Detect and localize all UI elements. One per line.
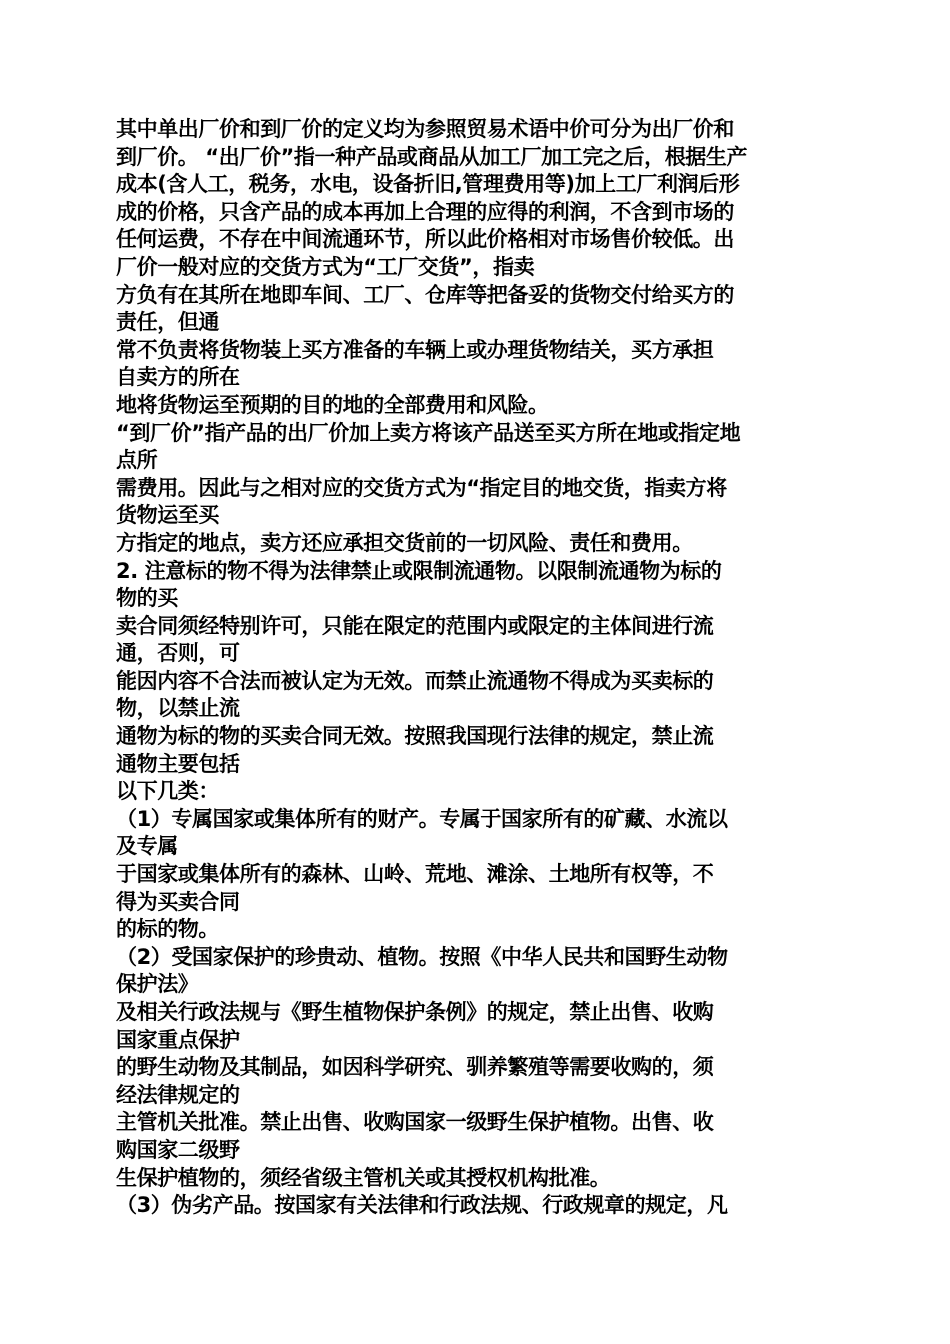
text-line: 货物运至买 (116, 503, 219, 528)
text-line: 保护法》 (116, 972, 199, 997)
text-line: 物，以禁止流 (116, 696, 240, 721)
text-line: 通物为标的物的买卖合同无效。按照我国现行法律的规定，禁止流 (116, 724, 714, 749)
text-line: 及专属 (116, 834, 178, 859)
text-line: 通，否则，可 (116, 641, 240, 666)
text-line: 生保护植物的，须经省级主管机关或其授权机构批准。 (116, 1165, 611, 1190)
text-line: 能因内容不合法而被认定为无效。而禁止流通物不得成为买卖标的 (116, 668, 714, 693)
text-line: 物的买 (116, 586, 178, 611)
text-line: 到厂价。 “出厂价”指一种产品或商品从加工厂加工完之后，根据生产 (116, 144, 748, 169)
text-line: 责任，但通 (116, 310, 219, 335)
text-line: 于国家或集体所有的森林、山岭、荒地、滩涂、土地所有权等，不 (116, 862, 714, 887)
text-line: 得为买卖合同 (116, 889, 240, 914)
text-line: 地将货物运至预期的目的地的全部费用和风险。 (116, 392, 549, 417)
text-line: 的野生动物及其制品，如因科学研究、驯养繁殖等需要收购的，须 (116, 1055, 714, 1080)
text-line: 及相关行政法规与《野生植物保护条例》的规定，禁止出售、收购 (116, 1000, 714, 1024)
text-line: 通物主要包括 (116, 751, 240, 776)
text-line: 成本(含人工，税务，水电，设备折旧,管理费用等)加上工厂利润后形 (116, 172, 740, 197)
text-line: 的标的物。 (116, 917, 219, 942)
text-line: 2. 注意标的物不得为法律禁止或限制流通物。以限制流通物为标的 (116, 558, 722, 583)
text-line: （2）受国家保护的珍贵动、植物。按照《中华人民共和国野生动物 (116, 944, 728, 969)
text-line: 购国家二级野 (116, 1137, 240, 1162)
text-line: 其中单出厂价和到厂价的定义均为参照贸易术语中价可分为出厂价和 (116, 117, 734, 141)
text-line: 点所 (116, 448, 158, 473)
text-line: 方负有在其所在地即车间、工厂、仓库等把备妥的货物交付给买方的 (116, 282, 734, 307)
text-line: 主管机关批准。禁止出售、收购国家一级野生保护植物。出售、收 (116, 1110, 714, 1135)
text-line: 自卖方的所在 (116, 365, 240, 390)
text-line: 成的价格，只含产品的成本再加上合理的应得的利润，不含到市场的 (116, 199, 734, 224)
text-line: （1）专属国家或集体所有的财产。专属于国家所有的矿藏、水流以 (116, 806, 728, 831)
text-line: （3）伪劣产品。按国家有关法律和行政法规、行政规章的规定，凡 (116, 1193, 728, 1218)
text-line: 经法律规定的 (116, 1082, 240, 1107)
text-line: 方指定的地点，卖方还应承担交货前的一切风险、责任和费用。 (116, 530, 693, 555)
text-line: “到厂价”指产品的出厂价加上卖方将该产品送至买方所在地或指定地 (116, 420, 741, 445)
document-body (116, 116, 846, 1220)
text-line: 卖合同须经特别许可，只能在限定的范围内或限定的主体间进行流 (116, 613, 714, 638)
text-line: 以下几类： (116, 779, 219, 804)
text-line: 任何运费，不存在中间流通环节，所以此价格相对市场售价较低。出 (116, 227, 734, 252)
text-line: 需费用。因此与之相对应的交货方式为“指定目的地交货，指卖方将 (116, 475, 727, 500)
text-line: 国家重点保护 (116, 1027, 240, 1052)
text-line: 厂价一般对应的交货方式为“工厂交货”，指卖 (116, 254, 535, 279)
text-line: 常不负责将货物装上买方准备的车辆上或办理货物结关，买方承担 (116, 337, 714, 362)
